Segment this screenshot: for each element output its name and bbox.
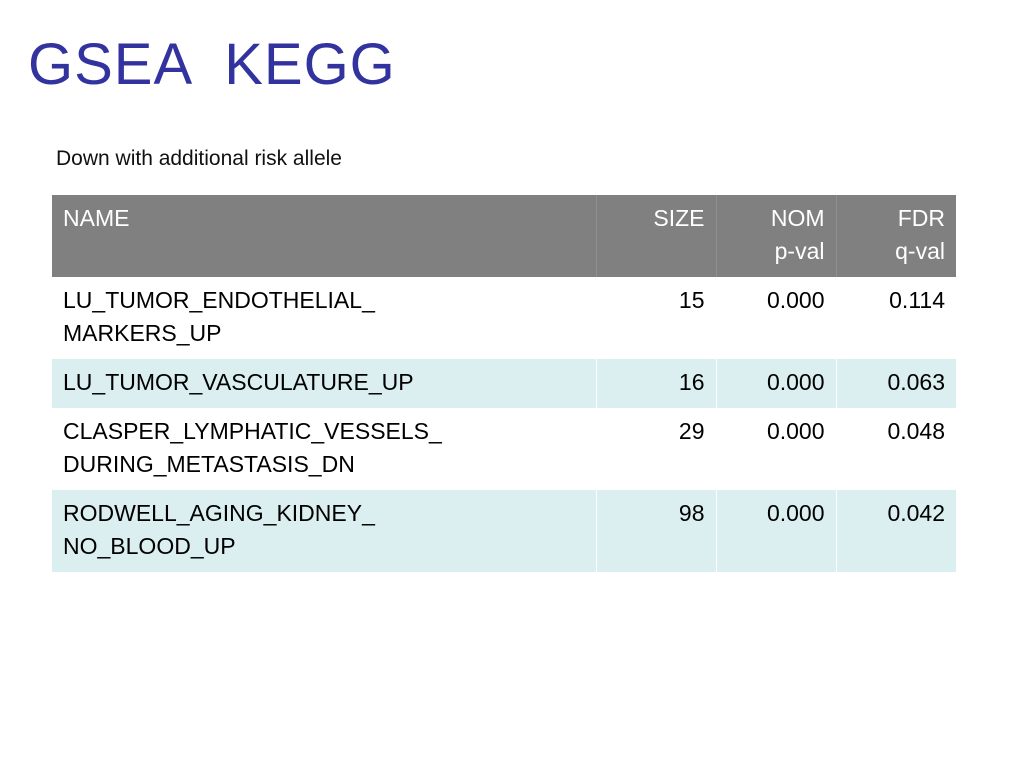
- gene-set-name-line: RODWELL_AGING_KIDNEY_: [63, 500, 375, 526]
- header-name-label: NAME: [63, 205, 130, 231]
- gene-set-name-cell: [52, 359, 596, 408]
- header-fdr-label: FDR: [897, 205, 945, 231]
- gene-set-name-line: CLASPER_LYMPHATIC_VESSELS_: [63, 418, 442, 444]
- header-fdr-qval: [836, 195, 956, 277]
- header-name: [52, 195, 596, 277]
- fdr-qval-cell: 0.048: [836, 408, 956, 490]
- table-row: [52, 408, 956, 490]
- header-row: [52, 195, 956, 277]
- header-size: [596, 195, 716, 277]
- nom-pval-cell: 0.000: [716, 359, 836, 408]
- gene-set-name-line: NO_BLOOD_UP: [63, 533, 236, 559]
- header-nom-label: NOM: [770, 205, 825, 231]
- slide-subtitle: Down with additional risk allele: [56, 147, 342, 170]
- gsea-results-table: [52, 195, 956, 572]
- table-row: [52, 490, 956, 572]
- fdr-qval-cell: 0.114: [836, 277, 956, 359]
- table-row: [52, 359, 956, 408]
- gene-set-name-line: LU_TUMOR_ENDOTHELIAL_: [63, 287, 375, 313]
- size-cell: 29: [596, 408, 716, 490]
- header-qval-label: q-val: [895, 238, 945, 264]
- gene-set-name-line: LU_TUMOR_VASCULATURE_UP: [63, 369, 414, 395]
- slide-title: GSEA KEGG: [28, 32, 396, 97]
- nom-pval-cell: 0.000: [716, 408, 836, 490]
- table-body: [52, 277, 956, 572]
- size-cell: 98: [596, 490, 716, 572]
- size-cell: 16: [596, 359, 716, 408]
- header-nom-pval: [716, 195, 836, 277]
- fdr-qval-cell: 0.063: [836, 359, 956, 408]
- size-cell: 15: [596, 277, 716, 359]
- fdr-qval-cell: 0.042: [836, 490, 956, 572]
- header-size-label: SIZE: [653, 205, 705, 231]
- gene-set-name-line: DURING_METASTASIS_DN: [63, 451, 355, 477]
- gene-set-name-line: MARKERS_UP: [63, 320, 222, 346]
- nom-pval-cell: 0.000: [716, 490, 836, 572]
- header-pval-label: p-val: [774, 238, 825, 264]
- gene-set-name-cell: [52, 490, 596, 572]
- table-header: [52, 195, 956, 277]
- gene-set-name-cell: [52, 277, 596, 359]
- gene-set-name-cell: [52, 408, 596, 490]
- nom-pval-cell: 0.000: [716, 277, 836, 359]
- table-row: [52, 277, 956, 359]
